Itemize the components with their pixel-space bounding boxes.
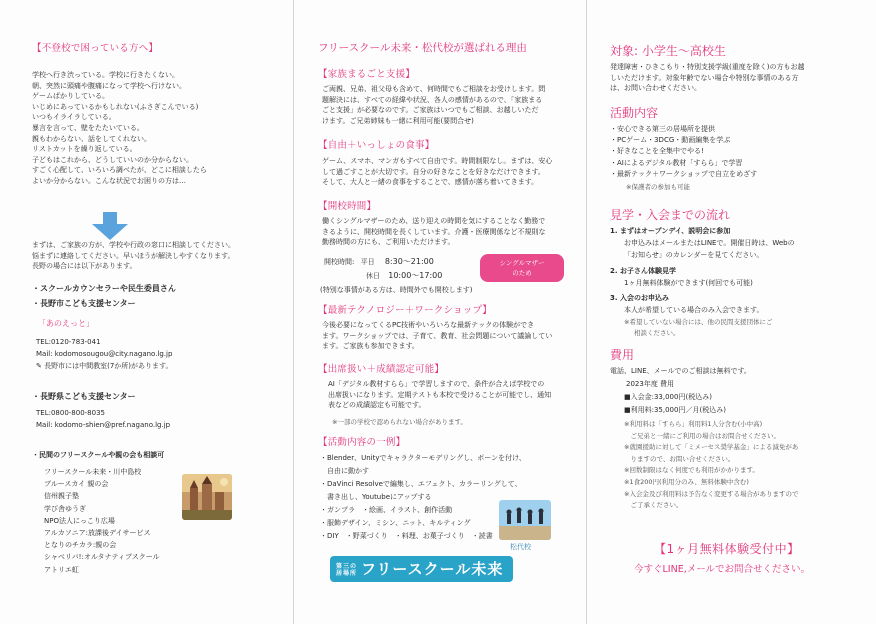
activity-heading: 活動内容: [610, 106, 659, 120]
flow-step-2: 2. お子さん体験見学: [610, 267, 676, 275]
fee-note-line: ※入会金及び利用料は予告なく変更する場合がありますので: [624, 489, 799, 498]
flow-step-3-detail: 本人が希望している場合のみ入会できます。: [624, 306, 764, 314]
students-photo: [499, 500, 551, 540]
private-school-item: ブルースカイ 親の会: [44, 480, 109, 489]
target-heading: 対象: 小学生～高校生: [610, 44, 726, 58]
org-nagano-city-nickname: 「あのえっと」: [38, 319, 94, 328]
logo-subtitle-2: 居場所: [336, 569, 358, 577]
activity-list: [610, 124, 757, 180]
fee-note-line: ※1食200円(利用分のみ、無料体験中含む): [624, 477, 749, 486]
org-counselor: ・スクールカウンセラーや民生委員さん: [32, 284, 176, 293]
activity-item: ・Blender、Unityでキャラクターモデリングし、ボーンを付け、: [320, 454, 526, 462]
flow-step-3: 3. 入会のお申込み: [610, 294, 669, 302]
flow-step-3-note-b: 相談ください。: [634, 329, 680, 337]
fee-note-line: ご了承ください。: [624, 501, 683, 510]
family-support-heading: 【家族まるごと支援】: [318, 69, 416, 80]
fold-line-right: [586, 0, 587, 624]
hours-line: 勤務時間の方にも、ご利用いただけます。: [322, 238, 455, 247]
org-private: ・民間のフリースクールや親の会も相談可: [32, 451, 165, 459]
private-school-item: 学び舎ゆうぎ: [44, 504, 86, 513]
flow-step-1: 1. まずはオープンデイ、説明会に参加: [610, 227, 731, 235]
worry-line: いつもイライラしている。: [32, 113, 116, 122]
private-school-item: フリースクール未来・川中島校: [44, 468, 142, 476]
private-school-item: 信州親子塾: [44, 492, 79, 501]
attendance-text: [328, 379, 551, 411]
tech-workshop-line: 今後必要になってくるPC技術やいろいろな最新テックの体験ができ: [322, 321, 535, 329]
worry-line: すごく心配して、いろいろ調べたが、どこに相談したら: [32, 166, 207, 175]
fee-note-line: ※就園援助に対して「ミメーセス奨学基金」による減免があ: [624, 443, 799, 452]
hours-weekday-row: [324, 257, 434, 268]
private-school-item: NPO法人にっこり広場: [44, 516, 115, 525]
free-trial-heading: 【1ヶ月無料体験受付中】: [654, 542, 800, 556]
logo-subtitle-1: 第三の: [336, 562, 358, 570]
free-meal-text: [322, 156, 552, 188]
futoko-heading: 【不登校で困っている方へ】: [32, 43, 159, 54]
activities-heading: 【活動内容の一例】: [318, 437, 406, 448]
worry-line: 暴言を言って、壁をたたいている。: [32, 123, 144, 132]
hours-heading: 【開校時間】: [318, 201, 377, 212]
attendance-line: AI「デジタル教材すらら」で学習しますので、条件が合えば学校での: [328, 380, 545, 388]
activity-item: ・ガンプラ ・絵画、イラスト、創作活動: [320, 506, 453, 514]
org-nagano-city-note: [36, 361, 172, 372]
private-school-item: となりのチカラ:親の会: [44, 541, 117, 550]
attendance-heading: 【出席扱い＋成績認定可能】: [318, 364, 445, 375]
pencil-icon: ✎: [36, 362, 45, 370]
worry-line: 子どもはこれから、どうしていいのか分からない。: [32, 155, 193, 164]
hours-line: きるように、開校時間を長くしています。介護・医療関係など不規則な: [322, 227, 546, 236]
hours-line: 働くシングルマザーのため、送り迎えの時間を気にすることなく勤務で: [322, 217, 546, 225]
worry-line: いじめにあっているかもしれない(ふさぎこんでいる): [32, 102, 199, 111]
fee-note-line: ※回数制限はなく何度でも利用がかかります。: [624, 466, 759, 475]
fee-free-consult: 電話、LINE、メールでのご相談は無料です。: [610, 367, 751, 375]
worry-line: 朝、突然に頭痛や腹痛になって学校へ行けない。: [32, 81, 186, 90]
fee-note-line: ご兄弟と一緒にご利用の場合はお問合せください。: [624, 431, 780, 440]
worry-line: よいか分からない。こんな状況でお困りの方は…: [32, 176, 186, 185]
activity-item: 自由に動かす: [320, 467, 369, 475]
tech-workshop-text: [322, 320, 552, 352]
flow-heading: 見学・入会までの流れ: [610, 208, 731, 222]
fee-entry: ■入会金:33,000円(税込み): [624, 393, 712, 401]
hours-label: 開校時間:: [324, 258, 355, 266]
weekday-hours: 8:30～21:00: [384, 257, 434, 266]
family-support-text: [322, 84, 545, 126]
tech-workshop-heading: 【最新テクノロジー＋ワークショップ】: [318, 305, 492, 316]
flow-step-1-detail-b: 「お知らせ」のカレンダーを見てください。: [624, 251, 764, 259]
org-nagano-pref-mail[interactable]: Mail: kodomo-shien@pref.nagano.lg.jp: [36, 421, 171, 429]
flow-step-2-detail: 1ヶ月無料体験ができます(何回でも可能): [624, 279, 753, 287]
private-school-item: アトリエ虹: [44, 565, 79, 574]
reasons-title: フリースクール未来・松代校が選ばれる理由: [318, 42, 527, 54]
activity-content-item: ・好きなことを全集中でやる!: [610, 147, 704, 156]
activities-list: [320, 452, 526, 543]
consult-line: まずは、ご家族の方が、学校や行政の窓口に相談してください。: [32, 241, 235, 249]
attendance-line: 表などの成績認定も可能です。: [328, 401, 426, 410]
target-line: しいただけます。対象年齢でない場合や特別な事情のある方: [610, 73, 799, 82]
family-support-line: けます。ご兄弟姉妹も一緒に利用可能(要問合せ): [322, 116, 474, 125]
org-nagano-city: ・長野市こども支援センター: [32, 299, 136, 308]
activity-item: ・服飾デザイン、ミシン、ニット、キルティング: [320, 519, 471, 527]
fee-note-line: ※利用料は「すらら」利用料1人分含む(小中高): [624, 420, 763, 428]
logo-text: フリースクール未来: [361, 560, 504, 578]
family-support-line: 題解決には、すべての経緯や状況、各人の感情があるので、「家族まる: [322, 95, 543, 104]
panel-right: [610, 0, 860, 624]
target-line: 発達障害・ひきこもり・特別支援学級(重度を除く)の方もお越: [610, 63, 805, 71]
tech-workshop-line: ます。ワークショップでは、子育て、教育、社会問題について議論してい: [322, 331, 553, 340]
fee-year: 2023年度 費用: [626, 380, 675, 388]
holiday-hours: 10:00～17:00: [388, 271, 443, 280]
org-nagano-pref: ・長野県こども支援センター: [32, 392, 136, 401]
free-meal-line: ゲーム、スマホ、マンガもすべて自由です。時間制限なし。まずは、安心: [322, 157, 553, 165]
weekday-label: 平日: [360, 258, 375, 266]
free-school-logo: [330, 556, 513, 582]
org-nagano-city-tel: TEL:0120-783-041: [36, 338, 101, 346]
fold-line-left: [293, 0, 294, 624]
worry-line: ゲームばかりしている。: [32, 92, 109, 101]
attendance-note: ※一部の学校で認められない場合があります。: [332, 418, 467, 426]
flow-step-3-note-a: ※希望していない場合には、他の民間支援団体にご: [624, 318, 773, 326]
activity-item: 書き出し、Youtubeにアップする: [320, 493, 432, 501]
panel-left: [32, 0, 282, 624]
activity-item: ・DaVinci Resolveで編集し、エフェクト、カラーリングして、: [320, 480, 522, 488]
single-mother-callout: [480, 254, 564, 282]
photo-caption: 松代校: [510, 543, 531, 551]
free-meal-line: して過ごすことが大切です。自分の好きなことを好きなだけできます。: [322, 167, 545, 176]
free-meal-line: そして、大人と一緒の食事をすることで、感情が落ち着いてきます。: [322, 178, 539, 187]
activity-note: ※保護者の参加も可能: [626, 183, 690, 191]
consult-text: [32, 240, 235, 272]
castle-illustration: [182, 474, 232, 520]
private-school-list: [44, 466, 160, 576]
org-nagano-city-mail[interactable]: Mail: kodomosougou@city.nagano.lg.jp: [36, 350, 173, 358]
activity-item: ・DIY ・野菜づくり ・料理、お菓子づくり ・読書: [320, 532, 493, 540]
down-arrow-icon: [90, 212, 130, 240]
callout-line-2: のため: [512, 269, 532, 277]
tech-workshop-line: ます。ご家族も参加できます。: [322, 342, 419, 351]
holiday-label: 休日: [366, 272, 380, 280]
callout-line-1: シングルマザー: [499, 259, 545, 267]
worry-line: 親もわからない、話をしてくれない。: [32, 134, 151, 143]
hours-holiday-row: [366, 271, 442, 282]
flow-step-1-detail-a: お申込みはメールまたはLINEで。開催日時は、Webの: [624, 239, 795, 247]
org-nagano-pref-tel: TEL:0800-800-8035: [36, 409, 105, 417]
hours-note: (特別な事情がある方は、時間外でも開校します): [320, 286, 473, 294]
activity-content-item: ・最新テック＋ワークショップで自立をめざす: [610, 169, 758, 178]
private-school-item: アルカソニア:放課後デイサービス: [44, 529, 151, 538]
activity-content-item: ・安心できる第三の居場所を提供: [610, 125, 715, 133]
org-nagano-city-note-text: 長野市には中間教室(7か所)があります。: [44, 362, 173, 370]
target-text: [610, 62, 804, 94]
fee-note-line: りますので、お問い合せください。: [624, 454, 735, 463]
target-line: は、お問い合わせください。: [610, 84, 701, 93]
family-support-line: ごと支援」が必要なのです。ご家族はいつでもご相談、お越しいただ: [322, 106, 539, 115]
activity-content-item: ・AIによるデジタル教材「すらら」で学習: [610, 158, 743, 167]
logo-subtitle: [336, 563, 357, 577]
free-meal-heading: 【自由＋いっしょの食事】: [318, 140, 435, 151]
attendance-line: 出席扱いになります。定期テストも本校で受けることが可能でし、通知: [328, 390, 552, 399]
worry-line: リストカットを繰り返している。: [32, 145, 137, 154]
consult-line: 悩まずに連絡してください。早いほうが解決しやすくなります。: [32, 251, 235, 260]
hours-text: [322, 216, 545, 248]
consult-line: 長野の場合には以下があります。: [32, 262, 137, 271]
worry-line: 学校へ行き渋っている。学校に行きたくない。: [32, 71, 179, 79]
fee-heading: 費用: [610, 348, 635, 362]
activity-content-item: ・PCゲーム・3DCG・動画編集を学ぶ: [610, 136, 731, 145]
private-school-item: シャベリバ!:オルタナティブスクール: [44, 553, 160, 562]
contact-cta[interactable]: 今すぐLINE,メールでお問合せください。: [634, 564, 811, 575]
panel-center: [318, 0, 576, 624]
fee-notes: [624, 419, 798, 512]
family-support-line: ご両親、兄弟、祖父母も含めて、何時間でもご相談をお受けします。問: [322, 85, 546, 93]
fee-monthly: ■利用料:35,000円／月(税込み): [624, 406, 726, 414]
worries-list: [32, 70, 207, 187]
